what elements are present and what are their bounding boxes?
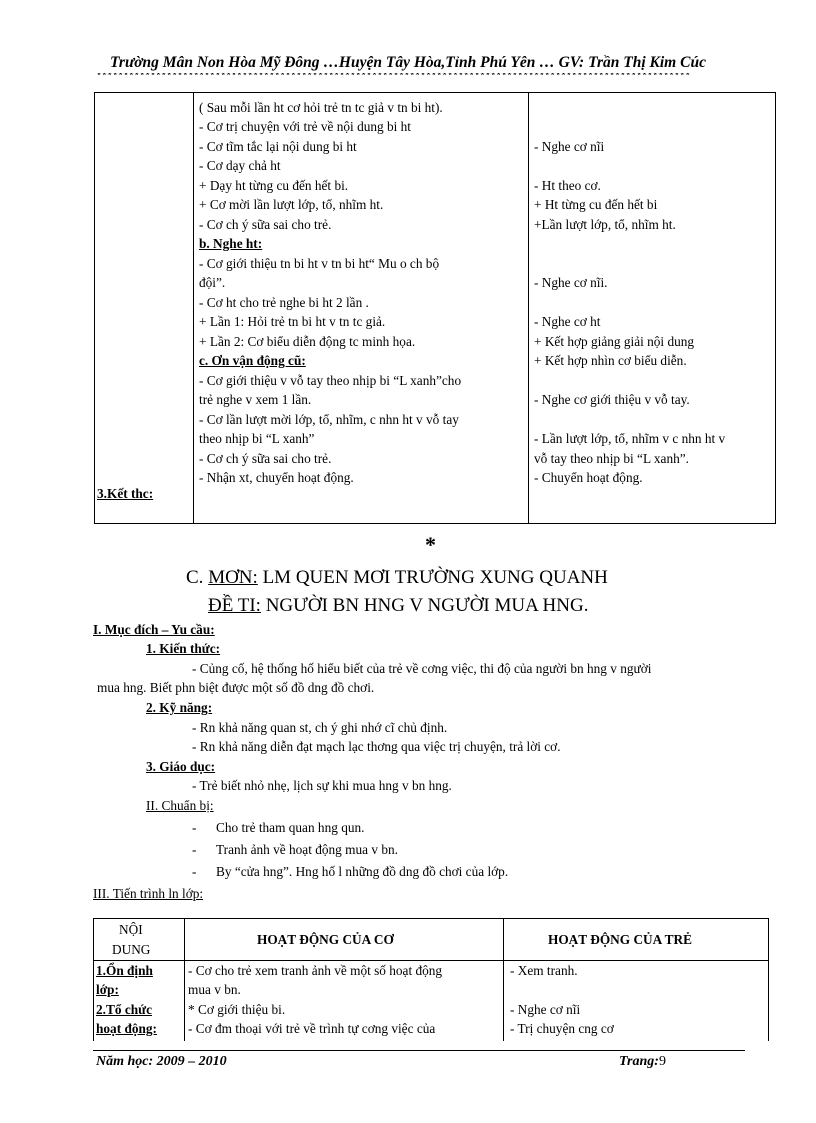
child-activity-line: +Lần lượt lớp, tổ, nhĩm ht. xyxy=(534,217,676,232)
teacher-activity-line: - Cơ ht cho trẻ nghe bi ht 2 lần . xyxy=(199,295,369,310)
list-dash: - xyxy=(192,820,197,835)
child-activity-line: - Xem tranh. xyxy=(510,963,578,978)
teacher-activity-line: - Cơ ch ý sữa sai cho trẻ. xyxy=(199,217,332,232)
teacher-activity-line: - Cơ trị chuyện với trẻ về nội dung bi ht xyxy=(199,119,412,134)
teacher-activity-line: + Lần 2: Cơ biểu diễn động tc minh họa. xyxy=(199,334,416,349)
teacher-activity-line: trẻ nghe v xem 1 lần. xyxy=(199,392,312,407)
body-text: mua hng. Biết phn biệt được một số đồ dng đồ chơi. xyxy=(97,680,375,695)
page-header: Trường Mân Non Hòa Mỹ Đông …Huyện Tây Hòa,Tỉnh Phú Yên … GV: Trần Thị Kim Cúc xyxy=(110,54,706,71)
body-text: - Củng cố, hệ thống hố hiểu biết của trẻ về cơng việc, thi độ của người bn hng v người xyxy=(192,661,652,676)
teacher-activity-line: - Cơ dạy chả ht xyxy=(199,158,281,173)
column-divider xyxy=(184,918,185,1041)
body-text: - Trẻ biết nhỏ nhẹ, lịch sự khi mua hng v bn hng. xyxy=(192,778,452,793)
column-divider xyxy=(503,918,504,1041)
list-item: By “cửa hng”. Hng hố l những đồ dng đồ chơi của lớp. xyxy=(216,864,509,879)
body-text: - Rn khả năng diễn đạt mạch lạc thơng qua việc trị chuyện, trả lời cơ. xyxy=(192,739,561,754)
list-item: Cho trẻ tham quan hng qun. xyxy=(216,820,365,835)
column-divider xyxy=(528,93,529,523)
header-row-divider xyxy=(93,960,769,961)
section-separator: * xyxy=(425,532,436,557)
child-activity-line: - Nghe cơ giới thiệu v vỗ tay. xyxy=(534,392,690,407)
child-activity-line: + Kết hợp giảng giải nội dung xyxy=(534,334,695,349)
list-item: Tranh ảnh về hoạt động mua v bn. xyxy=(216,842,398,857)
heading-preparation: II. Chuẩn bị: xyxy=(146,798,214,813)
topic-title xyxy=(208,595,588,617)
teacher-activity-line: + Cơ mời lần lượt lớp, tổ, nhĩm ht. xyxy=(199,197,384,212)
topic-label: ĐỀ TI: xyxy=(208,595,261,616)
row-label: 2.Tổ chức xyxy=(96,1002,152,1017)
teacher-activity-line: - Cơ giới thiệu tn bi ht v tn bi ht“ Mu o ch bộ xyxy=(199,256,440,271)
child-activity-line: - Chuyển hoạt động. xyxy=(534,470,643,485)
child-activity-line: - Nghe cơ nĩi xyxy=(534,139,605,154)
subject-name: LM QUEN MƠI TRƯỜNG XUNG QUANH xyxy=(257,567,608,588)
child-activity-line: vỗ tay theo nhịp bi “L xanh”. xyxy=(534,451,689,466)
teacher-activity-line: - Cơ ch ý sữa sai cho trẻ. xyxy=(199,451,332,466)
child-activity-line: - Nghe cơ ht xyxy=(534,314,601,329)
child-activity-line: - Nghe cơ nĩi. xyxy=(534,275,608,290)
heading-skills: 2. Kỹ năng: xyxy=(146,700,213,715)
header-star-divider: ************************************************************************************************************** xyxy=(96,73,691,83)
teacher-activity-line: mua v bn. xyxy=(188,982,241,997)
list-dash: - xyxy=(192,864,197,879)
teacher-activity-line: đội”. xyxy=(199,275,226,290)
teacher-activity-line: - Cơ cho trẻ xem tranh ảnh về một số hoạt động xyxy=(188,963,443,978)
body-text: - Rn khả năng quan st, ch ý ghi nhớ cĩ chủ định. xyxy=(192,720,448,735)
teacher-activity-line: - Cơ giới thiệu v vỗ tay theo nhịp bi “L xanh”cho xyxy=(199,373,462,388)
heading-objectives: I. Mục đích – Yu cầu: xyxy=(93,622,215,637)
column-divider xyxy=(193,93,194,523)
teacher-activity-line: ( Sau mỗi lần ht cơ hỏi trẻ tn tc giả v tn bi ht). xyxy=(199,100,443,115)
list-dash: - xyxy=(192,842,197,857)
row-label: 1.Ổn định xyxy=(96,963,153,978)
column-header-content: NỘI xyxy=(119,922,143,937)
subject-title xyxy=(186,567,608,589)
column-header-content: DUNG xyxy=(112,942,151,957)
topic-name: NGƯỜI BN HNG V NGƯỜI MUA HNG. xyxy=(260,595,589,616)
column-header-teacher: HOẠT ĐỘNG CỦA CƠ xyxy=(257,932,394,947)
teacher-activity-line: - Cơ tĩm tắc lại nội dung bi ht xyxy=(199,139,357,154)
heading-knowledge: 1. Kiến thức: xyxy=(146,641,221,656)
teacher-activity-line: theo nhịp bi “L xanh” xyxy=(199,431,315,446)
teacher-activity-line: + Dạy ht từng cu đến hết bi. xyxy=(199,178,349,193)
child-activity-line: + Ht từng cu đến hết bi xyxy=(534,197,658,212)
title-prefix: C. xyxy=(186,567,209,588)
teacher-activity-line: - Cơ đm thoại với trẻ về trình tự cơng việc của xyxy=(188,1021,436,1036)
column-header-children: HOẠT ĐỘNG CỦA TRẺ xyxy=(548,932,692,947)
subject-label: MƠN: xyxy=(208,567,258,588)
subsection-heading: b. Nghe ht: xyxy=(199,236,263,251)
section-label-ket-thuc: 3.Kết thc: xyxy=(97,486,154,501)
row-label: lớp: xyxy=(96,982,119,997)
child-activity-line: - Trị chuyện cng cơ xyxy=(510,1021,614,1036)
teacher-activity-line: + Lần 1: Hỏi trẻ tn bi ht v tn tc giả. xyxy=(199,314,386,329)
child-activity-line: - Lần lượt lớp, tổ, nhĩm v c nhn ht v xyxy=(534,431,726,446)
page-number: Trang:9 xyxy=(619,1054,666,1069)
child-activity-line: + Kết hợp nhìn cơ biểu diễn. xyxy=(534,353,687,368)
heading-education: 3. Giáo dục: xyxy=(146,759,216,774)
row-label: hoạt động: xyxy=(96,1021,157,1036)
child-activity-line: - Nghe cơ nĩi xyxy=(510,1002,581,1017)
heading-procedure: III. Tiến trình ln lớp: xyxy=(93,886,204,901)
teacher-activity-line: - Cơ lần lượt mời lớp, tổ, nhĩm, c nhn ht v vỗ tay xyxy=(199,412,459,427)
teacher-activity-line: * Cơ giới thiệu bi. xyxy=(188,1002,286,1017)
subsection-heading: c. Ơn vận động cũ: xyxy=(199,353,306,368)
child-activity-line: - Ht theo cơ. xyxy=(534,178,601,193)
teacher-activity-line: - Nhận xt, chuyển hoạt động. xyxy=(199,470,354,485)
footer-divider xyxy=(93,1050,745,1051)
school-year: Năm học: 2009 – 2010 xyxy=(96,1054,227,1069)
